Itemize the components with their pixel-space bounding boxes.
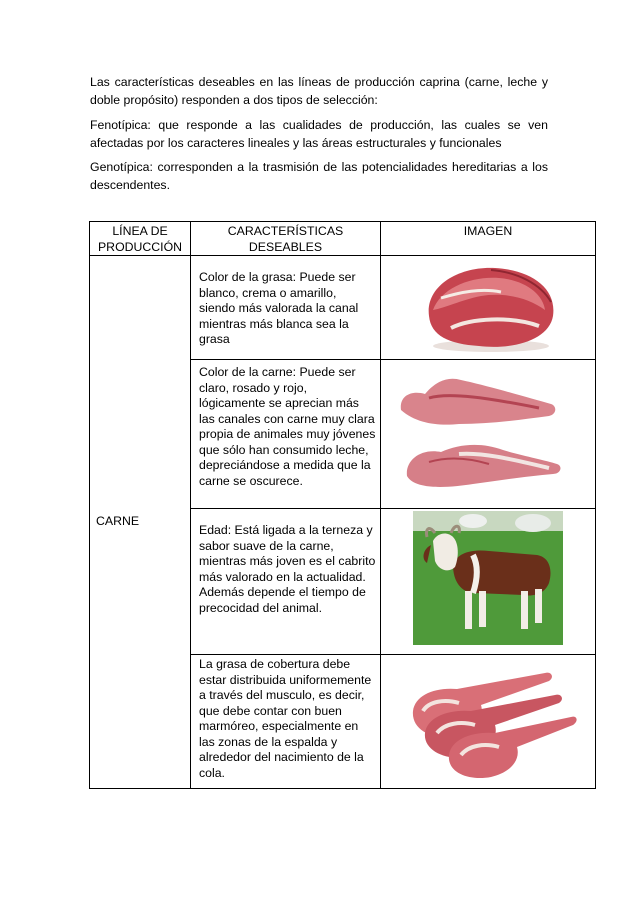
meat-cut-image: [421, 258, 561, 353]
characteristic-text: La grasa de cobertura debe estar distribuida uniformemente a través del musculo, es decir, que debe contar con buen marmóreo, especialmente en las zonas de la espalda y alrededor del nacimiento de la cola.: [191, 655, 381, 789]
header-caracteristicas: CARACTERÍSTICAS DESEABLES: [191, 222, 381, 256]
header-imagen: IMAGEN: [381, 222, 596, 256]
characteristics-table: [89, 221, 596, 789]
image-cell: [381, 256, 596, 360]
characteristic-text: Color de la carne: Puede ser claro, rosado y rojo, lógicamente se aprecian más las canales con carne muy clara propia de animales muy jóvenes que sólo han consumido leche, depreciándose a medida que la carne se oscurece.: [191, 360, 381, 509]
goat-in-field-image: [413, 511, 563, 645]
image-cell: [381, 655, 596, 789]
goat-legs-image: [389, 368, 564, 498]
image-cell: [381, 509, 596, 655]
genotipica-paragraph: Genotípica: corresponden a la trasmisión de las potencialidades hereditarias a los descendentes.: [90, 160, 548, 192]
intro-paragraph: Las características deseables en las líneas de producción caprina (carne, leche y doble propósito) responden a dos tipos de selección:: [90, 75, 548, 107]
characteristic-text: Edad: Está ligada a la terneza y sabor suave de la carne, mientras más joven es el cabrito más valorado en la actualidad. Además depende el tiempo de precocidad del animal.: [191, 509, 381, 655]
characteristic-text: Color de la grasa: Puede ser blanco, crema o amarillo, siendo más valorada la canal mientras más blanca sea la grasa: [191, 256, 381, 360]
image-cell: [381, 360, 596, 509]
table-row: [90, 256, 596, 360]
table-header-row: [90, 222, 596, 256]
header-linea: LÍNEA DE PRODUCCIÓN: [90, 222, 191, 256]
linea-carne: CARNE: [90, 256, 191, 789]
lamb-chops-image: [405, 659, 577, 781]
fenotipica-paragraph: Fenotípica: que responde a las cualidades de producción, las cuales se ven afectadas por los caracteres lineales y las áreas estructurales y funcionales: [90, 118, 548, 150]
